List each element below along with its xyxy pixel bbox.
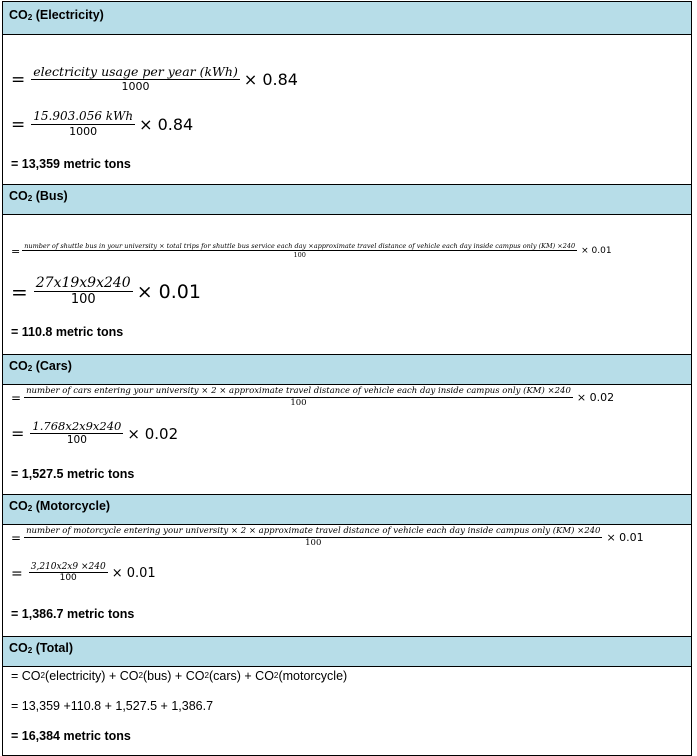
cars-result: = 1,527.5 metric tons — [11, 467, 135, 481]
fraction-numerator: number of cars entering your university × 2 × approximate travel distance of vehicle each day inside campus only (KM) ×240 — [26, 386, 571, 396]
fraction-denominator: 100 — [70, 292, 96, 308]
fraction-numerator: 27x19x9x240 — [35, 275, 131, 291]
fraction — [22, 243, 577, 260]
total-term-text: (cars) + CO — [208, 669, 274, 683]
electricity-title-rest: (Electricity) — [32, 8, 104, 22]
electricity-title-sub: 2 — [27, 13, 33, 23]
equals-sign: = — [11, 424, 25, 444]
fraction-denominator: 1000 — [69, 124, 98, 138]
motorcycle-formula — [11, 527, 644, 549]
cars-title-rest: (Cars) — [32, 359, 72, 373]
bus-title-sub: 2 — [27, 194, 33, 204]
equals-sign: = — [11, 279, 28, 304]
fraction — [29, 562, 108, 585]
electricity-result: = 13,359 metric tons — [11, 157, 131, 171]
electricity-formula — [11, 65, 298, 95]
multiplier: × 0.02 — [127, 424, 179, 443]
fraction-denominator: 1000 — [121, 80, 150, 94]
total-body — [2, 666, 692, 756]
bus-formula — [11, 243, 612, 260]
total-term-text: (motorcycle) — [278, 669, 348, 683]
total-term-text: (bus) + CO — [142, 669, 205, 683]
cars-body — [2, 384, 692, 494]
multiplier: × 0.01 — [136, 280, 201, 303]
multiplier: × 0.01 — [606, 531, 644, 545]
fraction-numerator: electricity usage per year (kWh) — [33, 64, 238, 79]
multiplier: × 0.01 — [111, 566, 156, 582]
equals-sign: = — [11, 390, 22, 405]
motorcycle-substitution — [11, 562, 156, 585]
cars-title-sub: 2 — [27, 364, 33, 374]
fraction-numerator: 1.768x2x9x240 — [32, 419, 122, 433]
cars-title: CO — [9, 359, 28, 373]
bus-substitution — [11, 275, 201, 309]
electricity-substitution — [11, 110, 193, 139]
motorcycle-header — [2, 494, 692, 524]
bus-result: = 110.8 metric tons — [11, 325, 124, 339]
multiplier: × 0.84 — [243, 70, 298, 90]
total-title: CO — [9, 641, 28, 655]
motorcycle-title-rest: (Motorcycle) — [32, 499, 111, 513]
fraction-denominator: 100 — [290, 397, 307, 408]
cars-header — [2, 354, 692, 384]
multiplier: × 0.84 — [139, 115, 194, 135]
cars-formula — [11, 387, 614, 409]
fraction — [30, 420, 123, 448]
total-term-text: (electricity) + CO — [45, 669, 139, 683]
motorcycle-title: CO — [9, 499, 28, 513]
equals-sign: = — [11, 565, 23, 582]
electricity-body — [2, 34, 692, 184]
total-formula: = CO 2 (electricity) + CO 2 (bus) + CO 2 (cars) + CO 2 (motorcycle) — [11, 669, 348, 683]
total-header — [2, 636, 692, 666]
equals-sign: = — [11, 69, 26, 90]
bus-title-rest: (Bus) — [32, 189, 68, 203]
total-substitution: = 13,359 +110.8 + 1,527.5 + 1,386.7 — [11, 699, 214, 713]
cars-substitution — [11, 420, 178, 448]
fraction-denominator: 100 — [59, 573, 77, 584]
fraction-numerator: number of shuttle bus in your university × total trips for shuttle bus service each day ×approximate travel distance of vehicle each day inside campus only (KM) ×240 — [24, 242, 576, 250]
fraction-numerator: 15.903.056 kWh — [33, 109, 134, 123]
fraction-numerator: number of motorcycle entering your university × 2 × approximate travel distance of vehicle each day inside campus only (KM) ×240 — [26, 526, 601, 536]
bus-header — [2, 184, 692, 214]
fraction — [31, 65, 240, 95]
equals-sign: = — [11, 244, 21, 258]
motorcycle-title-sub: 2 — [27, 504, 33, 514]
fraction — [34, 275, 133, 309]
total-term-text: = CO — [11, 669, 41, 683]
equals-sign: = — [11, 530, 22, 545]
multiplier: × 0.02 — [576, 391, 615, 405]
fraction — [31, 110, 135, 139]
total-title-rest: (Total) — [32, 641, 73, 655]
fraction-denominator: 100 — [305, 537, 322, 548]
co2-calculation-table — [2, 1, 692, 756]
total-title-sub: 2 — [27, 646, 33, 656]
motorcycle-body — [2, 524, 692, 636]
fraction — [24, 527, 602, 549]
motorcycle-result: = 1,386.7 metric tons — [11, 607, 135, 621]
fraction-numerator: 3,210x2x9 ×240 — [30, 562, 106, 572]
equals-sign: = — [11, 114, 26, 135]
bus-body — [2, 214, 692, 354]
fraction-denominator: 100 — [66, 434, 87, 447]
total-result: = 16,384 metric tons — [11, 729, 131, 743]
electricity-header — [2, 1, 692, 34]
electricity-title: CO — [9, 8, 28, 22]
bus-title: CO — [9, 189, 28, 203]
fraction — [24, 387, 573, 409]
multiplier: × 0.01 — [581, 246, 612, 257]
fraction-denominator: 100 — [293, 251, 306, 260]
